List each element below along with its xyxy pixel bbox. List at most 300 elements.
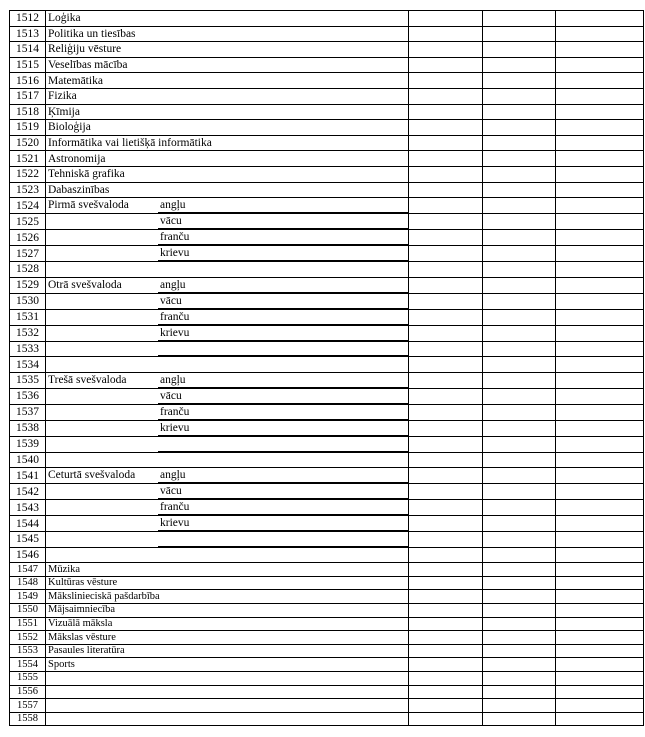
subject-code: 1535 (10, 372, 46, 388)
subject-name: Mākslas vēsture (46, 631, 409, 645)
table-row (10, 658, 644, 672)
value-cell (409, 73, 483, 89)
value-cell (483, 658, 556, 672)
subject-name: Informātika vai lietišķā informātika (46, 135, 409, 151)
value-cell (556, 468, 644, 484)
language-group-inner (46, 357, 408, 372)
table-row (10, 372, 644, 388)
value-cell (483, 230, 556, 246)
value-cell (483, 246, 556, 262)
subject-code: 1551 (10, 617, 46, 631)
value-cell (483, 341, 556, 357)
value-cell (556, 532, 644, 548)
language-group-label (46, 532, 158, 547)
subject-code: 1518 (10, 104, 46, 120)
value-cell (409, 500, 483, 516)
value-cell (483, 500, 556, 516)
subject-code: 1513 (10, 26, 46, 42)
value-cell (409, 214, 483, 230)
language-group-label (46, 389, 158, 404)
table-row (10, 277, 644, 293)
language-name: franču (158, 500, 408, 515)
language-group-inner (46, 246, 408, 261)
language-group-label (46, 357, 158, 372)
value-cell (556, 420, 644, 436)
table-row (10, 166, 644, 182)
table-row (10, 11, 644, 27)
subject-code: 1517 (10, 88, 46, 104)
subject-code: 1546 (10, 547, 46, 563)
value-cell (556, 644, 644, 658)
value-cell (556, 404, 644, 420)
value-cell (483, 262, 556, 278)
value-cell (483, 57, 556, 73)
language-group-inner (46, 198, 408, 213)
language-name: krievu (158, 421, 408, 436)
value-cell (409, 42, 483, 58)
value-cell (483, 42, 556, 58)
language-group-inner (46, 326, 408, 341)
subject-name (46, 712, 409, 726)
language-group-label (46, 500, 158, 515)
language-name: angļu (158, 198, 408, 213)
language-group-inner (46, 310, 408, 325)
value-cell (409, 468, 483, 484)
language-name (158, 453, 408, 468)
value-cell (483, 563, 556, 577)
subject-code: 1531 (10, 309, 46, 325)
value-cell (409, 658, 483, 672)
subject-name (46, 672, 409, 686)
subject-code: 1530 (10, 293, 46, 309)
value-cell (556, 672, 644, 686)
subject-code: 1557 (10, 699, 46, 713)
language-group-cell (46, 484, 409, 500)
value-cell (556, 357, 644, 373)
subject-code: 1526 (10, 230, 46, 246)
value-cell (556, 372, 644, 388)
value-cell (409, 532, 483, 548)
language-group-cell (46, 452, 409, 468)
subject-code: 1516 (10, 73, 46, 89)
value-cell (409, 11, 483, 27)
subject-code: 1521 (10, 151, 46, 167)
language-group-inner (46, 214, 408, 229)
value-cell (556, 11, 644, 27)
language-group-cell (46, 357, 409, 373)
subject-code: 1545 (10, 532, 46, 548)
value-cell (483, 590, 556, 604)
table-row (10, 73, 644, 89)
language-group-cell (46, 516, 409, 532)
value-cell (409, 246, 483, 262)
language-group-inner (46, 484, 408, 499)
language-group-label: Pirmā svešvaloda (48, 199, 129, 212)
table-row (10, 104, 644, 120)
value-cell (409, 631, 483, 645)
language-group-cell (46, 246, 409, 262)
value-cell (556, 341, 644, 357)
value-cell (483, 198, 556, 214)
value-cell (556, 230, 644, 246)
value-cell (409, 617, 483, 631)
value-cell (483, 631, 556, 645)
subject-name (46, 685, 409, 699)
table-row (10, 151, 644, 167)
language-name: angļu (158, 373, 408, 388)
language-group-cell (46, 388, 409, 404)
value-cell (409, 104, 483, 120)
value-cell (483, 135, 556, 151)
subject-code: 1540 (10, 452, 46, 468)
table-row (10, 57, 644, 73)
subject-name: Bioloģija (46, 120, 409, 136)
value-cell (483, 699, 556, 713)
subject-code: 1519 (10, 120, 46, 136)
subject-code: 1555 (10, 672, 46, 686)
subject-code: 1523 (10, 182, 46, 198)
language-name: krievu (158, 326, 408, 341)
language-group-label (46, 310, 158, 325)
language-group-inner (46, 405, 408, 420)
value-cell (556, 262, 644, 278)
language-group-inner (46, 262, 408, 277)
language-group-inner (46, 532, 408, 547)
language-group-cell (46, 293, 409, 309)
value-cell (409, 57, 483, 73)
table-row (10, 468, 644, 484)
table-row (10, 341, 644, 357)
value-cell (409, 166, 483, 182)
value-cell (483, 73, 556, 89)
subject-name: Politika un tiesības (46, 26, 409, 42)
language-group-label: Otrā svešvaloda (48, 278, 122, 291)
language-group-cell (46, 341, 409, 357)
value-cell (483, 277, 556, 293)
table-row (10, 452, 644, 468)
value-cell (409, 277, 483, 293)
language-group-inner (46, 421, 408, 436)
value-cell (483, 484, 556, 500)
language-group-label (46, 246, 158, 261)
language-name: vācu (158, 484, 408, 499)
value-cell (556, 57, 644, 73)
table-row (10, 88, 644, 104)
value-cell (409, 452, 483, 468)
subject-code: 1536 (10, 388, 46, 404)
subject-code: 1558 (10, 712, 46, 726)
value-cell (409, 341, 483, 357)
value-cell (483, 151, 556, 167)
subject-code: 1534 (10, 357, 46, 373)
language-group-cell (46, 214, 409, 230)
table-row (10, 576, 644, 590)
value-cell (483, 452, 556, 468)
language-name (158, 357, 408, 372)
table-row (10, 135, 644, 151)
subject-name: Fizika (46, 88, 409, 104)
value-cell (409, 484, 483, 500)
value-cell (483, 26, 556, 42)
table-row (10, 516, 644, 532)
table-row (10, 500, 644, 516)
value-cell (409, 120, 483, 136)
table-row (10, 617, 644, 631)
value-cell (483, 404, 556, 420)
subject-code: 1538 (10, 420, 46, 436)
language-group-cell (46, 230, 409, 246)
value-cell (556, 436, 644, 452)
language-group-inner (46, 373, 408, 388)
value-cell (556, 214, 644, 230)
value-cell (409, 293, 483, 309)
language-name (158, 262, 408, 277)
value-cell (483, 293, 556, 309)
subject-name: Kultūras vēsture (46, 576, 409, 590)
subject-code: 1550 (10, 604, 46, 618)
language-group-label (46, 326, 158, 341)
value-cell (483, 88, 556, 104)
table-row (10, 631, 644, 645)
value-cell (556, 309, 644, 325)
value-cell (556, 42, 644, 58)
table-row (10, 198, 644, 214)
subject-code: 1533 (10, 341, 46, 357)
value-cell (556, 516, 644, 532)
value-cell (556, 277, 644, 293)
value-cell (409, 590, 483, 604)
language-group-label (46, 405, 158, 420)
value-cell (409, 88, 483, 104)
subject-name: Dabaszinības (46, 182, 409, 198)
value-cell (483, 685, 556, 699)
language-name: franču (158, 405, 408, 420)
value-cell (556, 182, 644, 198)
language-group-label (46, 230, 158, 245)
table-row (10, 436, 644, 452)
subject-code: 1528 (10, 262, 46, 278)
language-group-cell (46, 468, 409, 484)
value-cell (556, 604, 644, 618)
subject-code: 1544 (10, 516, 46, 532)
subject-name: Mājsaimniecība (46, 604, 409, 618)
table-row (10, 644, 644, 658)
language-group-cell (46, 325, 409, 341)
value-cell (483, 104, 556, 120)
language-group-inner (46, 342, 408, 357)
table-row (10, 563, 644, 577)
subject-code: 1552 (10, 631, 46, 645)
value-cell (409, 547, 483, 563)
language-group-label (46, 484, 158, 499)
language-group-label: Trešā svešvaloda (48, 373, 127, 386)
language-name (158, 548, 408, 563)
subject-name (46, 699, 409, 713)
subject-code: 1529 (10, 277, 46, 293)
language-name: vācu (158, 214, 408, 229)
value-cell (409, 262, 483, 278)
subject-name: Loģika (46, 11, 409, 27)
value-cell (483, 468, 556, 484)
value-cell (556, 712, 644, 726)
language-group-inner (46, 516, 408, 531)
subject-code: 1549 (10, 590, 46, 604)
table-row (10, 214, 644, 230)
subject-code: 1539 (10, 436, 46, 452)
value-cell (409, 135, 483, 151)
subject-name: Tehniskā grafika (46, 166, 409, 182)
table-row (10, 325, 644, 341)
table-row (10, 357, 644, 373)
language-name: krievu (158, 516, 408, 531)
value-cell (409, 325, 483, 341)
subject-code: 1556 (10, 685, 46, 699)
language-group-inner (46, 548, 408, 563)
value-cell (483, 516, 556, 532)
table-row (10, 388, 644, 404)
language-group-cell (46, 372, 409, 388)
language-name: angļu (158, 278, 408, 293)
value-cell (556, 699, 644, 713)
table-row (10, 42, 644, 58)
language-group-cell (46, 500, 409, 516)
language-group-inner (46, 278, 408, 293)
value-cell (556, 120, 644, 136)
value-cell (409, 563, 483, 577)
value-cell (556, 617, 644, 631)
table-row (10, 604, 644, 618)
subject-name: Pasaules literatūra (46, 644, 409, 658)
language-group-cell (46, 436, 409, 452)
value-cell (409, 198, 483, 214)
language-group-cell (46, 532, 409, 548)
language-group-inner (46, 389, 408, 404)
table-row (10, 532, 644, 548)
value-cell (483, 617, 556, 631)
value-cell (409, 26, 483, 42)
language-group-cell (46, 309, 409, 325)
value-cell (556, 576, 644, 590)
language-group-label (46, 214, 158, 229)
subject-code: 1548 (10, 576, 46, 590)
value-cell (556, 151, 644, 167)
value-cell (483, 436, 556, 452)
value-cell (556, 500, 644, 516)
value-cell (483, 532, 556, 548)
language-group-label (46, 516, 158, 531)
value-cell (483, 576, 556, 590)
subject-code: 1543 (10, 500, 46, 516)
subject-code: 1527 (10, 246, 46, 262)
value-cell (409, 230, 483, 246)
table-row (10, 309, 644, 325)
language-group-cell (46, 198, 409, 214)
value-cell (483, 166, 556, 182)
value-cell (483, 325, 556, 341)
value-cell (409, 685, 483, 699)
value-cell (409, 672, 483, 686)
value-cell (556, 658, 644, 672)
language-name: angļu (158, 468, 408, 483)
table-row (10, 420, 644, 436)
value-cell (483, 182, 556, 198)
subject-name: Vizuālā māksla (46, 617, 409, 631)
value-cell (409, 576, 483, 590)
language-name: franču (158, 310, 408, 325)
subject-code: 1542 (10, 484, 46, 500)
value-cell (556, 325, 644, 341)
language-group-cell (46, 404, 409, 420)
value-cell (483, 11, 556, 27)
value-cell (409, 182, 483, 198)
subject-code: 1553 (10, 644, 46, 658)
language-group-label (46, 453, 158, 468)
value-cell (409, 404, 483, 420)
value-cell (409, 372, 483, 388)
language-group-cell (46, 262, 409, 278)
value-cell (556, 452, 644, 468)
table-body (10, 11, 644, 726)
value-cell (483, 388, 556, 404)
value-cell (409, 309, 483, 325)
subject-name: Ķīmija (46, 104, 409, 120)
value-cell (483, 420, 556, 436)
language-name: vācu (158, 389, 408, 404)
subject-name: Mākslinieciskā pašdarbība (46, 590, 409, 604)
table-row (10, 246, 644, 262)
subject-name: Mūzika (46, 563, 409, 577)
subject-code: 1541 (10, 468, 46, 484)
value-cell (556, 685, 644, 699)
subject-code: 1515 (10, 57, 46, 73)
value-cell (556, 26, 644, 42)
language-group-label (46, 548, 158, 563)
language-name: krievu (158, 246, 408, 261)
subject-code: 1524 (10, 198, 46, 214)
subject-code: 1512 (10, 11, 46, 27)
value-cell (556, 293, 644, 309)
table-row (10, 404, 644, 420)
table-row (10, 712, 644, 726)
value-cell (409, 516, 483, 532)
value-cell (409, 357, 483, 373)
subject-name: Astronomija (46, 151, 409, 167)
language-name (158, 532, 408, 547)
value-cell (409, 644, 483, 658)
subject-code-table (9, 10, 644, 726)
value-cell (556, 590, 644, 604)
language-name (158, 342, 408, 357)
subject-code: 1514 (10, 42, 46, 58)
language-group-label (46, 294, 158, 309)
value-cell (556, 547, 644, 563)
table-row (10, 293, 644, 309)
value-cell (409, 604, 483, 618)
language-group-label: Ceturtā svešvaloda (48, 469, 136, 482)
value-cell (483, 547, 556, 563)
table-row (10, 685, 644, 699)
value-cell (409, 151, 483, 167)
language-group-cell (46, 420, 409, 436)
language-group-inner (46, 468, 408, 483)
value-cell (556, 88, 644, 104)
value-cell (409, 388, 483, 404)
table-row (10, 262, 644, 278)
value-cell (556, 135, 644, 151)
subject-name: Reliģiju vēsture (46, 42, 409, 58)
language-name: vācu (158, 294, 408, 309)
value-cell (483, 120, 556, 136)
